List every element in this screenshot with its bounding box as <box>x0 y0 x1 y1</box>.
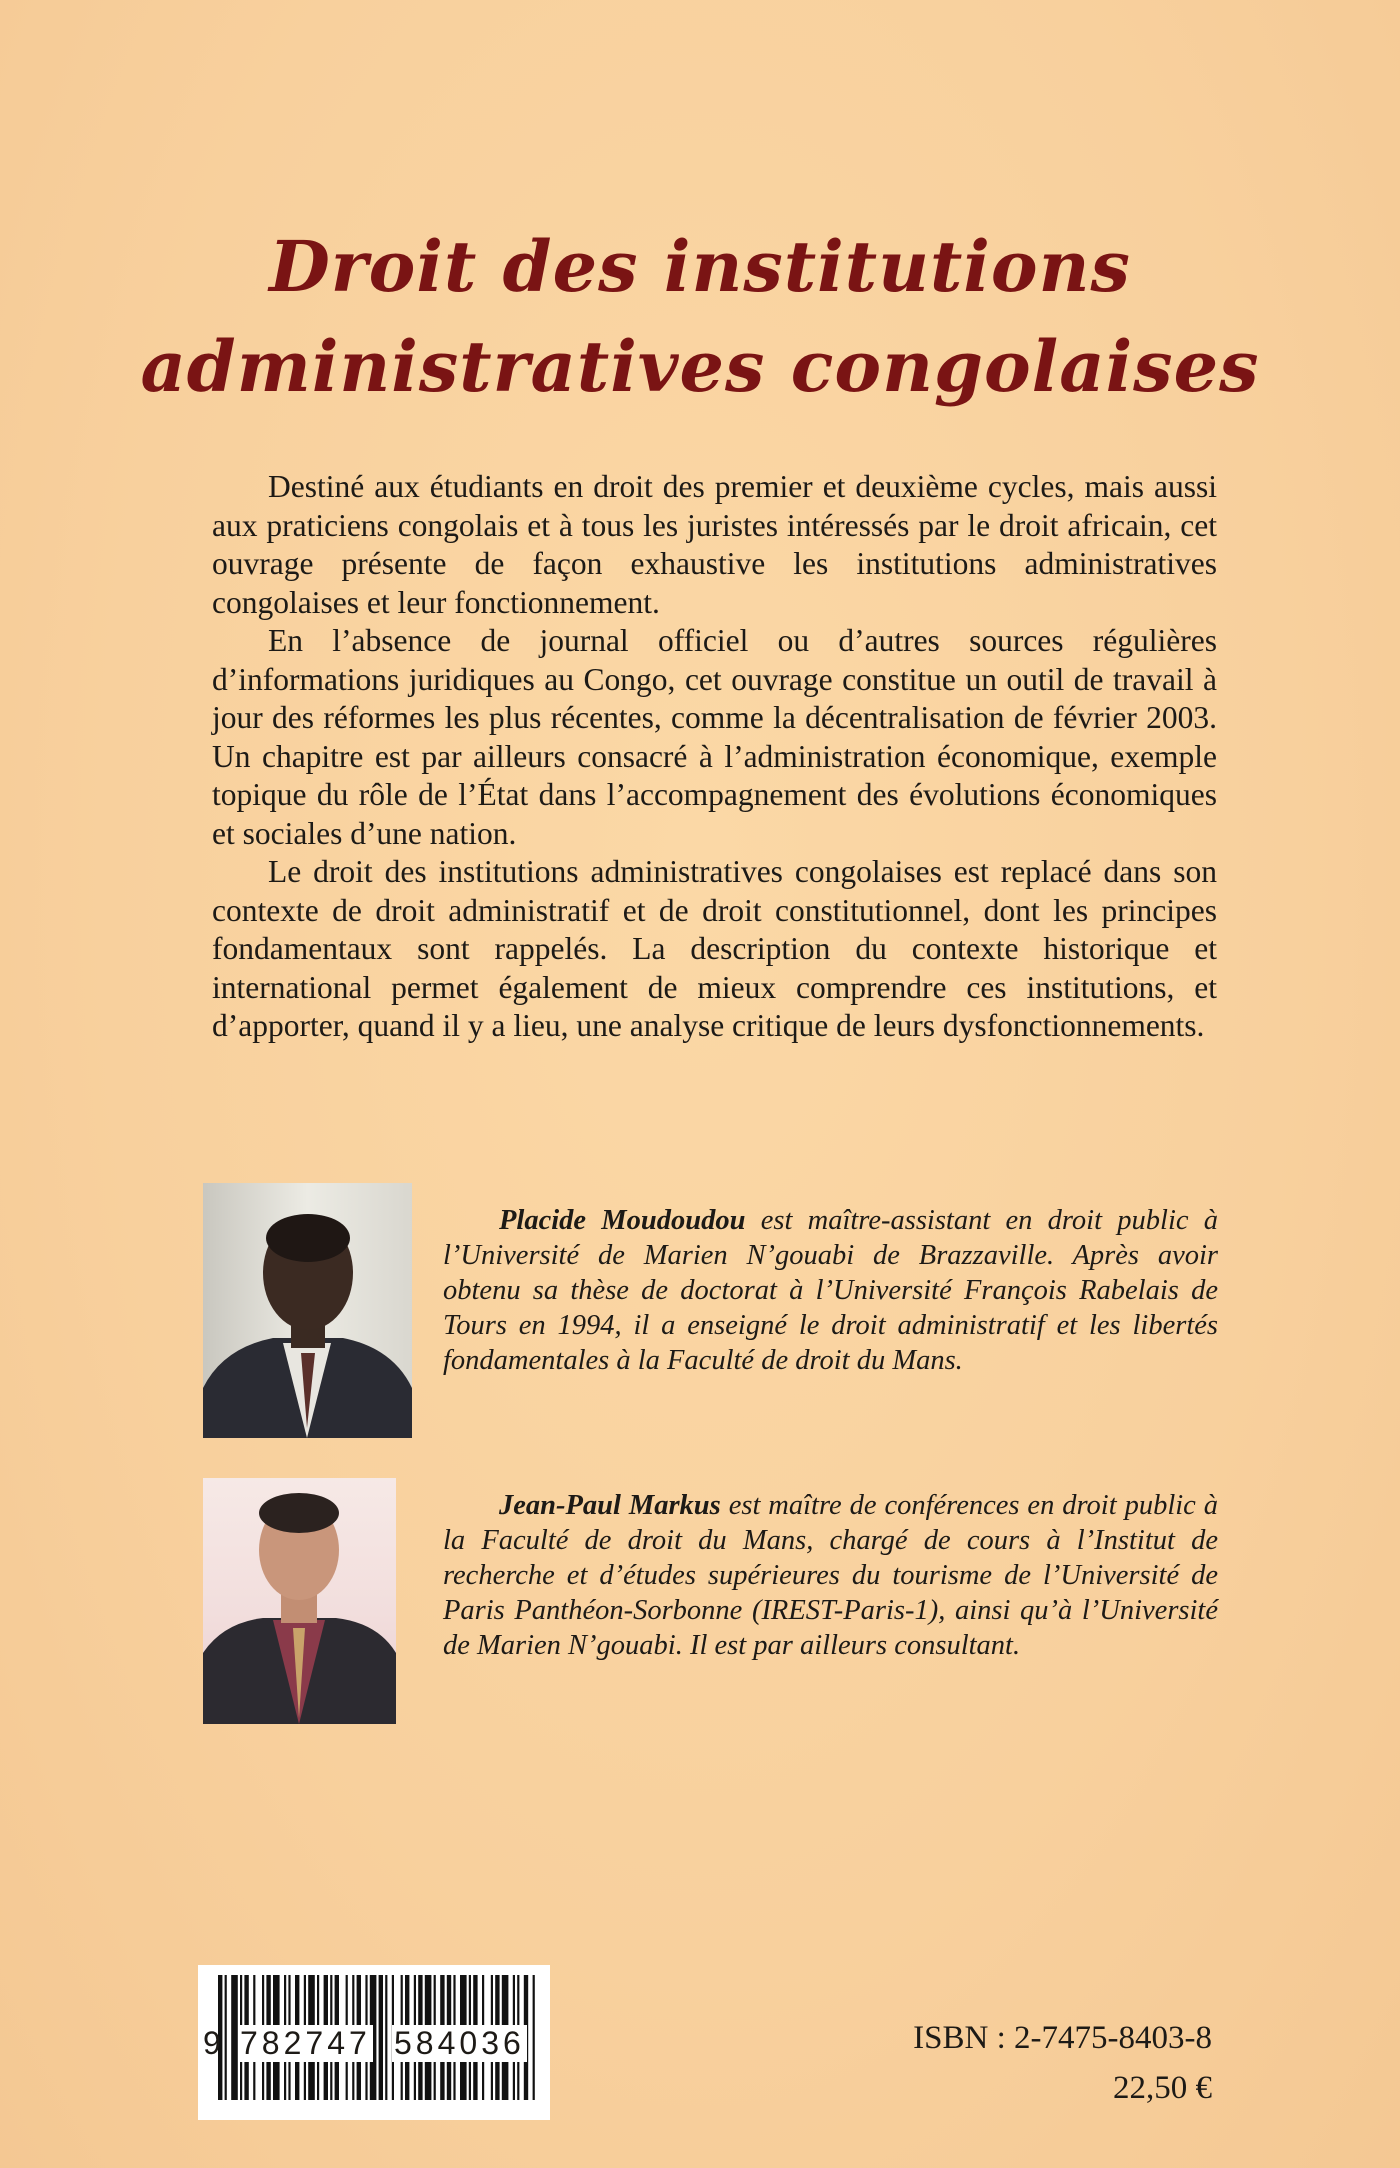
barcode-digit-first: 9 <box>203 2025 222 2061</box>
isbn: ISBN : 2-7475-8403-8 <box>913 2020 1212 2056</box>
author-photo-moudoudou <box>203 1183 412 1438</box>
description-paragraph: En l’absence de journal officiel ou d’autres sources régulières d’informations juridiques au Congo, cet ouvrage constitue un outil de travail à jour des réformes les plus récentes, comme la décentralisation de février 2003. Un chapitre est par ailleurs consacré à l’administration économique, exemple topique du rôle de l’État dans l’accompagnement des évolutions économiques et sociales d’une nation. <box>212 623 1217 851</box>
barcode-digits-group1: 782747 <box>240 2025 371 2061</box>
book-title-line-2: administratives congolaises <box>140 325 1260 408</box>
author-bio-moudoudou <box>443 1203 1218 1378</box>
author-bio-text: est maître de conférences en droit public à la Faculté de droit du Mans, chargé de cours à l’Institut de recherche et d’études supérieures du tourisme de l’Université de Paris Panthéon-Sorbonne (IREST-Paris-1), ainsi qu’à l’Université de Marien N’gouabi. Il est par ailleurs consultant. <box>443 1490 1219 1661</box>
book-title-line-1: Droit des institutions <box>269 225 1131 308</box>
description-paragraph: Le droit des institutions administratives congolaises est replacé dans son contexte de droit administratif et de droit constitutionnel, dont les principes fondamentaux sont rappelés. La description du contexte historique et international permet également de mieux comprendre ces institutions, et d’apporter, quand il y a lieu, une analyse critique de leurs dysfonctionnements. <box>212 854 1217 1043</box>
author-bio-markus <box>443 1488 1218 1663</box>
author-name: Placide Moudoudou <box>499 1205 746 1236</box>
author-name: Jean-Paul Markus <box>499 1490 721 1521</box>
author-portrait-2 <box>203 1478 396 1724</box>
author-photo-markus <box>203 1478 396 1724</box>
barcode-digits-group2: 584036 <box>394 2025 525 2061</box>
description-paragraph: Destiné aux étudiants en droit des premier et deuxième cycles, mais aussi aux praticiens congolais et à tous les juristes intéressés par le droit africain, cet ouvrage présente de façon exhaustive les institutions administratives congolaises et leur fonctionnement. <box>212 469 1217 620</box>
author-bio-text: est maître-assistant en droit public à l’Université de Marien N’gouabi de Brazzaville. Après avoir obtenu sa thèse de doctorat à l’Université François Rabelais de Tours en 1994, il a enseigné le droit administratif et les libertés fondamentales à la Faculté de droit du Mans. <box>443 1205 1219 1376</box>
book-description <box>212 468 1217 1046</box>
author-portrait-1 <box>203 1183 412 1438</box>
price: 22,50 € <box>1113 2070 1212 2106</box>
